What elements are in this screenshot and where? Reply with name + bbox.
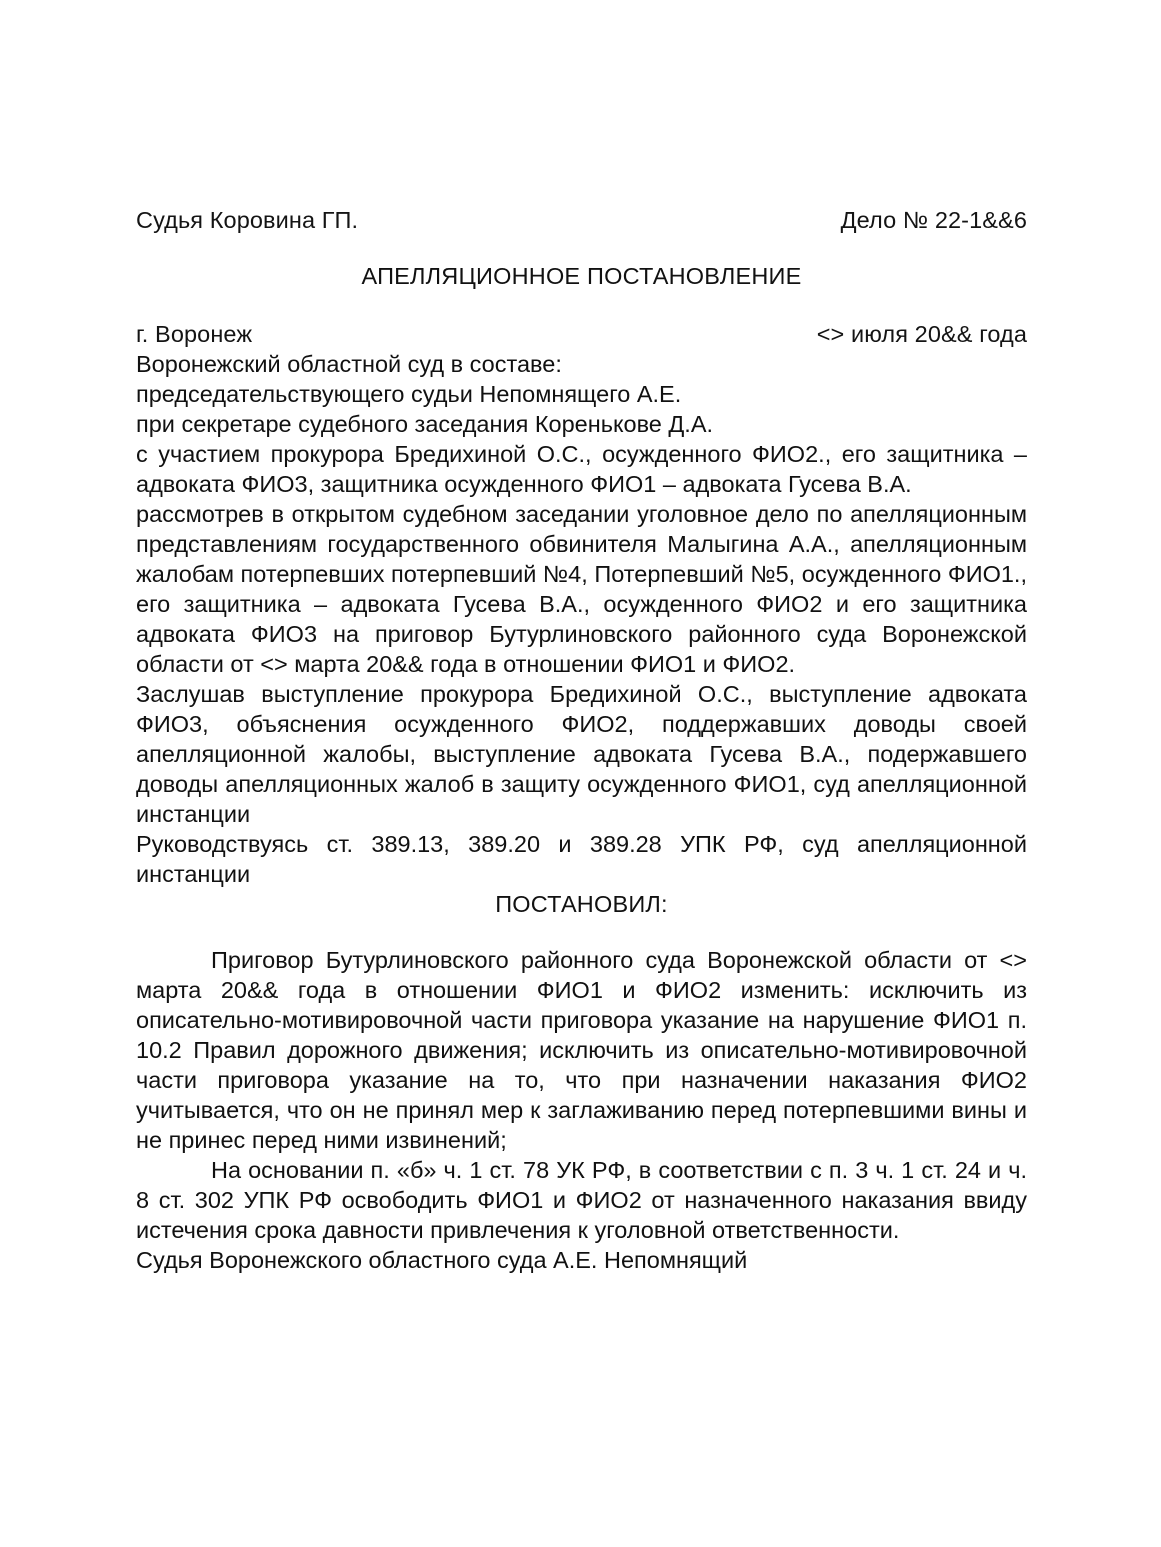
guided-by-paragraph: Руководствуясь ст. 389.13, 389.20 и 389.28 УПК РФ, суд апелляционной инстанции — [136, 831, 1027, 887]
case-number: Дело № 22-1&&6 — [840, 207, 1027, 233]
judge-reference: Судья Коровина ГП. — [136, 207, 359, 233]
document-body — [136, 205, 1027, 1275]
page-title: АПЕЛЛЯЦИОННОЕ ПОСТАНОВЛЕНИЕ — [361, 263, 802, 289]
place-date-row — [136, 319, 1027, 349]
place-of-hearing: г. Воронеж — [136, 321, 253, 347]
secretary-line: при секретаре судебного заседания Коренькове Д.А. — [136, 411, 714, 437]
date-of-decision: <> июля 20&& года — [816, 321, 1027, 347]
spacer-before-title — [136, 235, 1027, 261]
preamble-block — [136, 499, 1027, 889]
resolution-heading: ПОСТАНОВИЛ: — [495, 891, 668, 917]
resolution-paragraph-2: На основании п. «б» ч. 1 ст. 78 УК РФ, в соответствии с п. 3 ч. 1 ст. 24 и ч. 8 ст. 302 УПК РФ освободить ФИО1 и ФИО2 от назначенного наказания ввиду истечения срока давности привлечения к уголовной ответственности. — [136, 1157, 1027, 1243]
signature-line: Судья Воронежского областного суда А.Е. Непомнящий — [136, 1247, 748, 1273]
spacer-before-resolution — [136, 919, 1027, 945]
participants-paragraph: с участием прокурора Бредихиной О.С., осужденного ФИО2., его защитника – адвоката ФИО3, защитника осужденного ФИО1 – адвоката Гусева В.А. — [136, 441, 1027, 497]
court-composition-block — [136, 349, 1027, 499]
resolution-block — [136, 945, 1027, 1245]
reviewed-paragraph: рассмотрев в открытом судебном заседании уголовное дело по апелляционным представлениям государственного обвинителя Малыгина А.А., апелляционным жалобам потерпевших потерпевший №4, Потерпевший №5, осужденного ФИО1., его защитника – адвоката Гусева В.А., осужденного ФИО2 и его защитника адвоката ФИО3 на приговор Бутурлиновского районного суда Воронежской области от <> марта 20&& года в отношении ФИО1 и ФИО2. — [136, 501, 1027, 677]
spacer-after-title — [136, 291, 1027, 319]
resolution-paragraph-1: Приговор Бутурлиновского районного суда Воронежской области от <> марта 20&& года в отношении ФИО1 и ФИО2 изменить: исключить из описательно-мотивировочной части приговора указание на нарушение ФИО1 п. 10.2 Правил дорожного движения; исключить из описательно-мотивировочной части приговора указание на то, что при назначении наказания ФИО2 учитывается, что он не принял мер к заглаживанию перед потерпевшими вины и не принес перед ними извинений; — [136, 947, 1027, 1153]
court-line: Воронежский областной суд в составе: — [136, 351, 562, 377]
document-header — [136, 205, 1027, 235]
heard-paragraph: Заслушав выступление прокурора Бредихиной О.С., выступление адвоката ФИО3, объяснения осужденного ФИО2, поддержавших доводы своей апелляционной жалобы, выступление адвоката Гусева В.А., подержавшего доводы апелляционных жалоб в защиту осужденного ФИО1, суд апелляционной инстанции — [136, 681, 1027, 827]
presiding-judge-line: председательствующего судьи Непомнящего А.Е. — [136, 381, 682, 407]
